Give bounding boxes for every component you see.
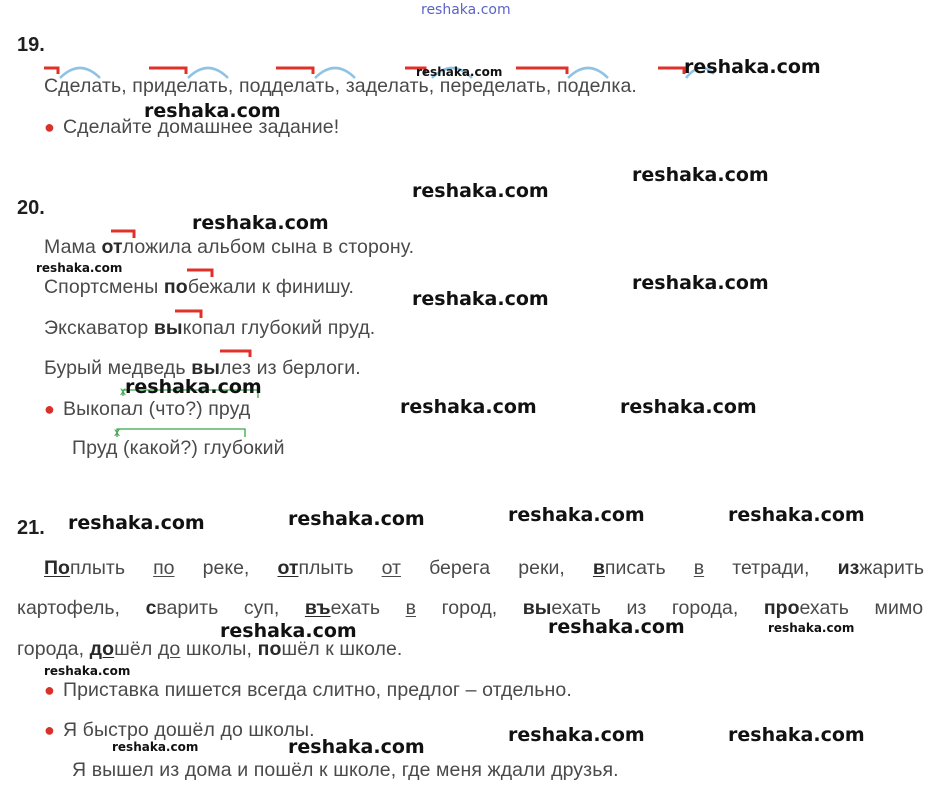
example-sentence-2: Я вышел из дома и пошёл к школе, где меня ждали друзья. [72,759,619,781]
sentence-2-post: бежали к финишу. [187,276,354,298]
watermark: reshaka.com [508,724,645,746]
preposition: по [153,557,175,579]
sentence-4-post: лез из берлоги. [220,357,361,379]
word: Поплыть [44,557,125,579]
sentence-1-prefix: от [101,236,123,258]
word: сварить [145,597,219,619]
exercise-21-line-2 [17,597,923,620]
watermark: reshaka.com [112,740,199,754]
exercise-20-number: 20. [17,197,45,219]
watermark: reshaka.com [416,65,503,79]
word: отплыть [277,557,354,579]
word: реке, [202,557,250,579]
sentence-1 [44,236,414,259]
word: города, [671,597,739,619]
word: пошёл [257,638,320,660]
watermark: reshaka.com [728,504,865,526]
watermark: reshaka.com [400,396,537,418]
watermark: reshaka.com [684,56,821,78]
word: реки, [518,557,565,579]
watermark: reshaka.com [192,212,329,234]
watermark: reshaka.com [288,736,425,758]
exercise-20-bullet-1 [44,398,250,421]
sentence-2-prefix: по [163,276,188,298]
word: вписать [592,557,666,579]
sentence-1-pre: Мама [44,236,102,258]
watermark: reshaka.com [768,621,855,635]
prefix-marks [44,68,684,357]
watermark: reshaka.com [220,620,357,642]
watermark: reshaka.com [412,288,549,310]
word: изжарить [837,557,925,579]
sentence-3 [44,317,375,340]
phrase-1: Выкопал (что?) пруд [62,398,251,420]
phrase-2: Пруд (какой?) глубокий [72,437,285,459]
sentence-4-prefix: вы [191,357,221,379]
sentence-3-pre: Экскаватор [44,317,154,339]
watermark: reshaka.com [632,164,769,186]
bullet-icon: ● [44,720,55,740]
sentence-3-prefix: вы [153,317,183,339]
sentence-1-post: ложила альбом сына в сторону. [122,236,415,258]
link-x-mark-1: x [120,384,126,398]
preposition: из [626,597,647,619]
word: берега [429,557,491,579]
exercise-21-number: 21. [17,517,45,539]
watermark: reshaka.com [36,261,123,275]
word: город, [441,597,498,619]
word: картофель, [17,597,120,619]
watermark: reshaka.com [620,396,757,418]
word: мимо [874,597,924,619]
link-x-mark-2: x [114,425,120,439]
preposition: до [157,638,181,660]
word: школы, [185,638,253,660]
sentence-2 [44,276,354,299]
word: города, [17,638,85,660]
watermark: reshaka.com [44,664,131,678]
watermark: reshaka.com [144,100,281,122]
word: тетради, [732,557,810,579]
word: выехать [522,597,601,619]
watermark: reshaka.com [728,724,865,746]
watermark: reshaka.com [632,272,769,294]
rule-text: Приставка пишется всегда слитно, предлог – отдельно. [62,679,572,701]
exercise-19-words: Сделать, приделать, подделать, заделать, переделать, поделка. [44,75,637,97]
sentence-3-post: копал глубокий пруд. [182,317,376,339]
exercise-21-bullet-2 [44,719,315,742]
word: въехать [304,597,381,619]
watermark: reshaka.com [125,376,262,398]
bullet-icon: ● [44,399,55,419]
exercise-21-line-1 [44,557,924,580]
exercise-19-number: 19. [17,34,45,56]
sentence-4-pre: Бурый медведь [44,357,192,379]
watermark: reshaka.com [288,508,425,530]
preposition: в [693,557,705,579]
bullet-icon: ● [44,117,55,137]
bullet-icon: ● [44,680,55,700]
watermark: reshaka.com [412,180,549,202]
example-sentence-1: Я быстро дошёл до школы. [62,719,315,741]
word: проехать [763,597,849,619]
word: дошёл [89,638,153,660]
header-watermark: reshaka.com [421,2,511,18]
watermark: reshaka.com [68,512,205,534]
preposition: в [405,597,417,619]
word: школе. [339,638,403,660]
preposition: к [325,638,334,660]
watermark: reshaka.com [548,616,685,638]
exercise-19-answer: Сделайте домашнее задание! [62,116,340,138]
word: суп, [243,597,280,619]
exercise-21-bullet-1 [44,679,572,702]
preposition: от [381,557,401,579]
watermark: reshaka.com [508,504,645,526]
sentence-2-pre: Спортсмены [44,276,164,298]
